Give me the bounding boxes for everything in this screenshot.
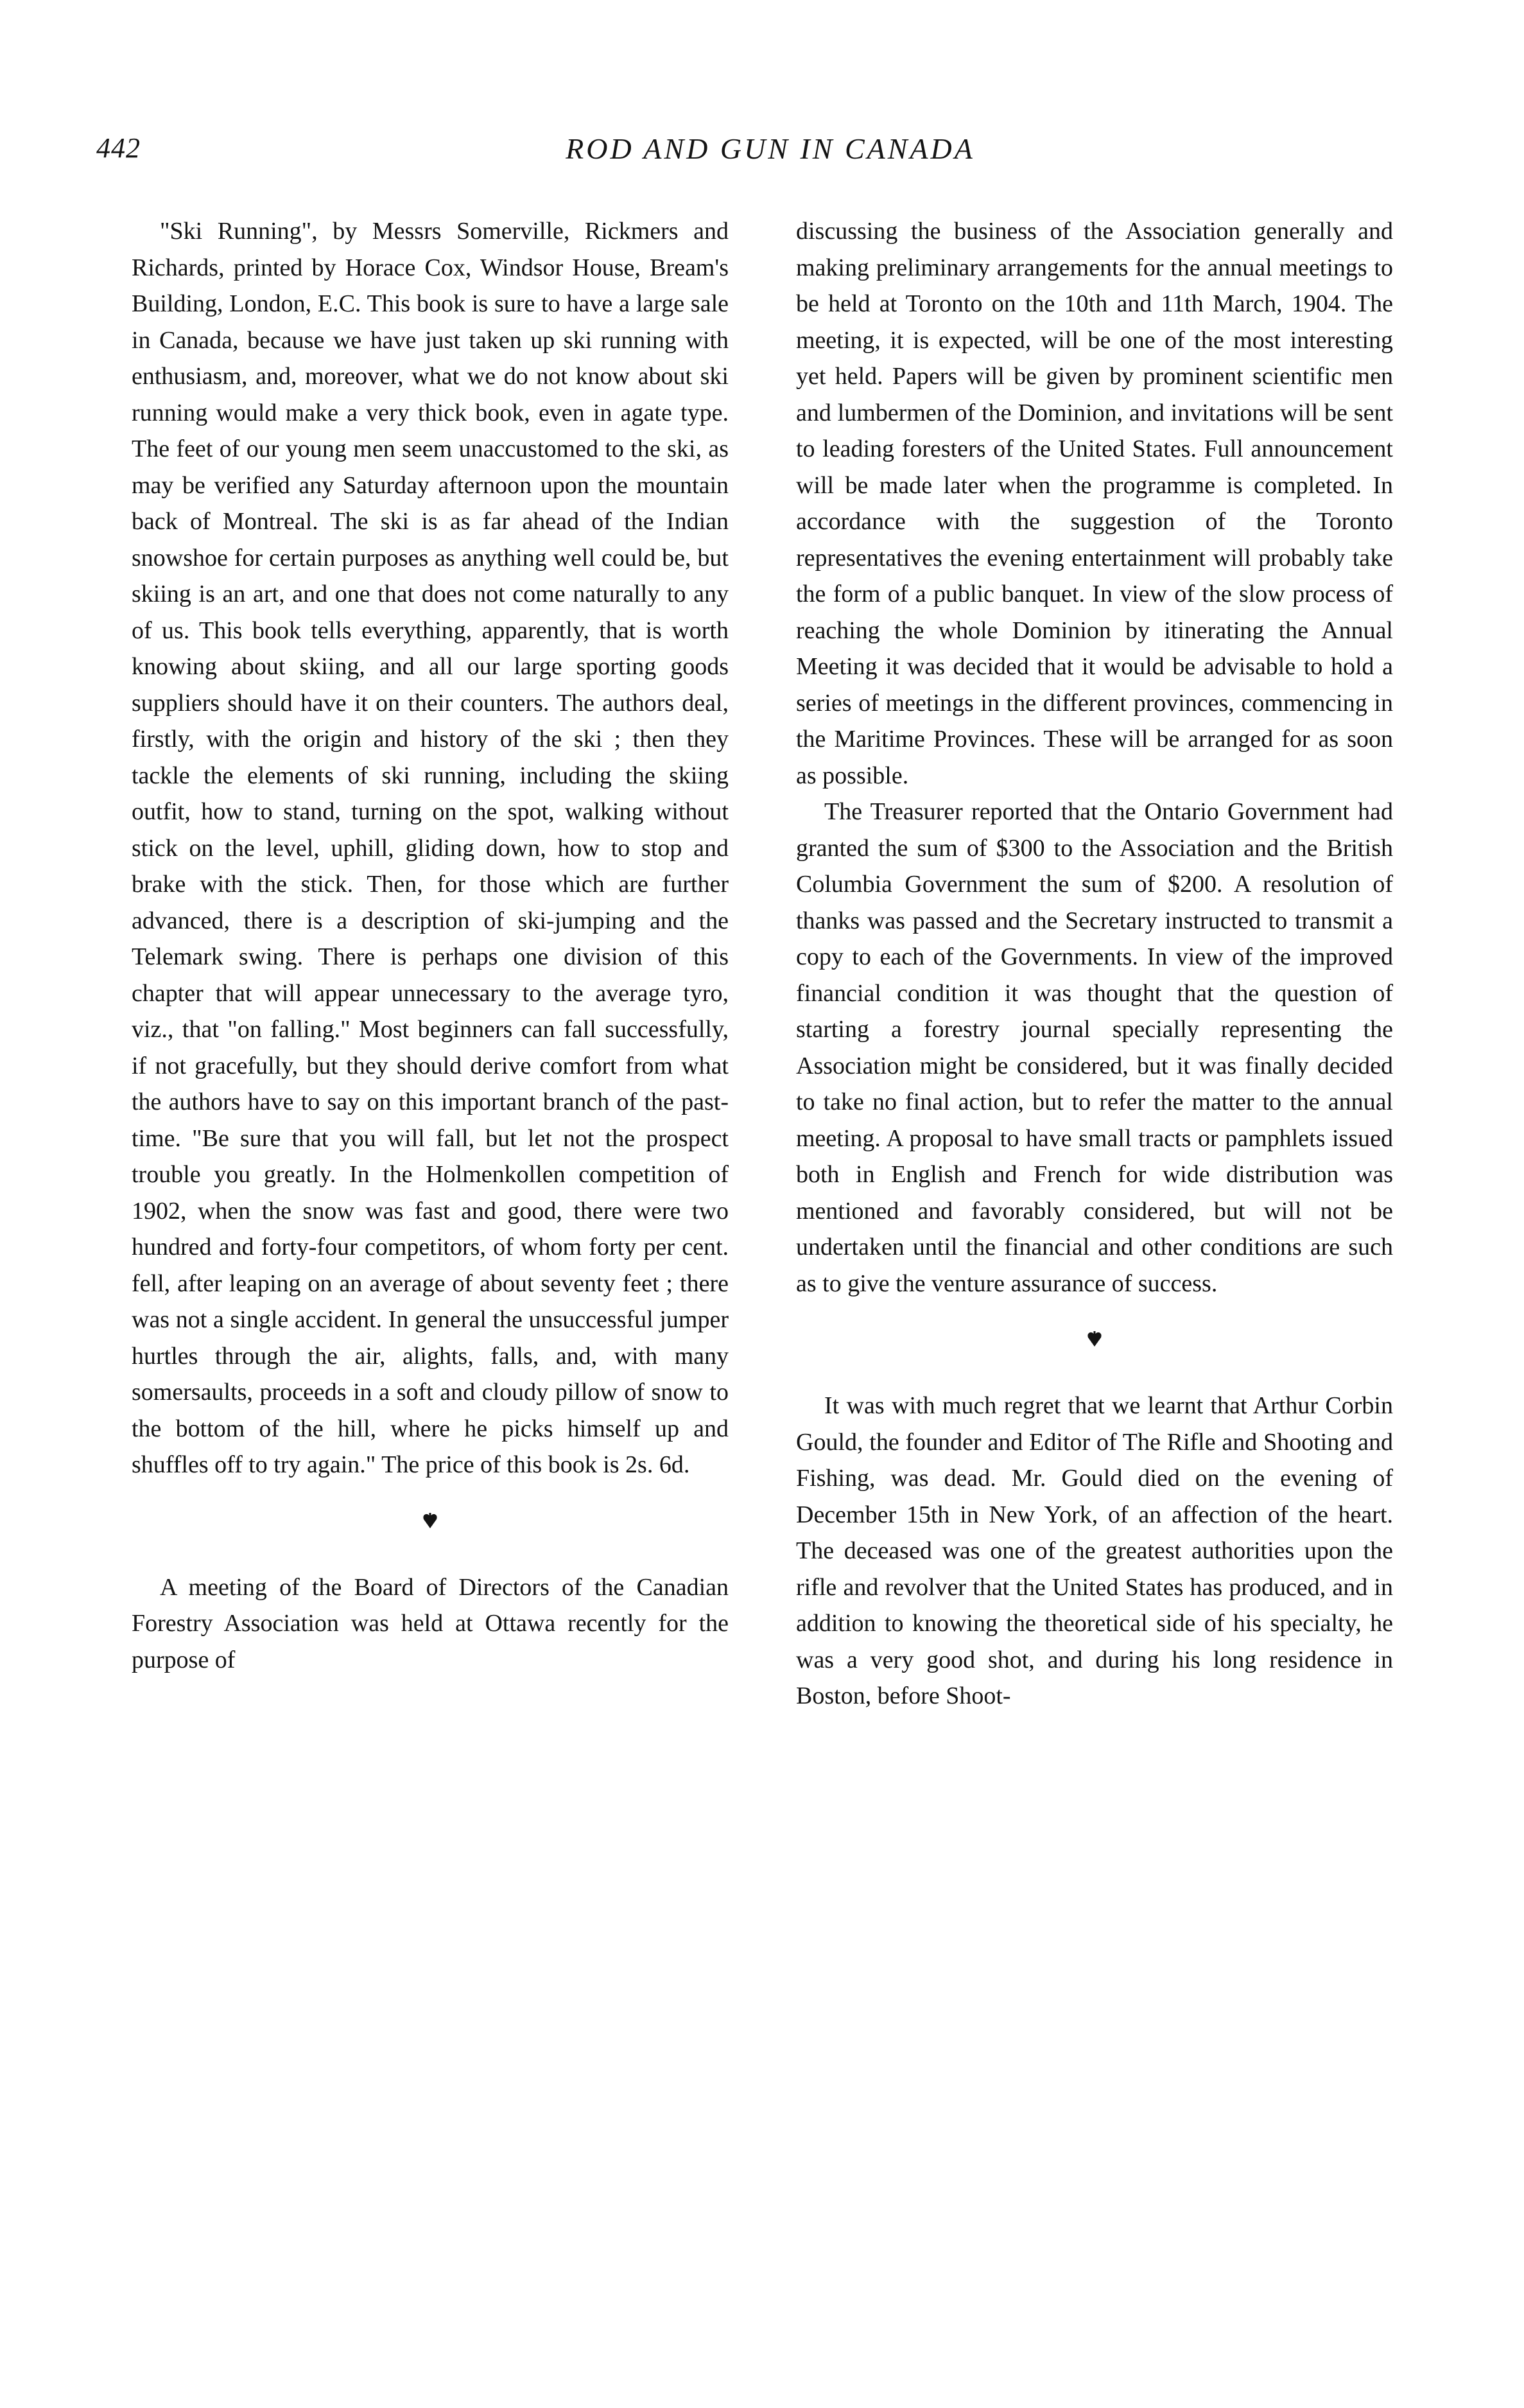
left-column xyxy=(132,213,729,1678)
right-column xyxy=(796,213,1393,1714)
page-number: 442 xyxy=(96,132,141,164)
running-title: ROD AND GUN IN CANADA xyxy=(566,132,975,165)
fleuron-icon xyxy=(1086,1331,1103,1347)
fleuron-icon xyxy=(422,1512,438,1529)
forestry-meeting-continued-paragraph: discussing the business of the Association generally and making preliminary arrangements for the annual meetings to be held at Toronto on the 10th and 11th March, 1904. The meeting, it is expected, will be one of the most interesting yet held. Papers will be given by prominent scientific men and lumbermen of the Dominion, and invitations will be sent to leading foresters of the United States. Full announcement will be made later when the programme is completed. In accordance with the suggestion of the Toronto representatives the evening entertainment will probably take the form of a public banquet. In view of the slow process of reaching the whole Dominion by itinerating the Annual Meeting it was decided that it would be advisable to hold a series of meetings in the different provinces, commencing in the Maritime Provinces. These will be arranged for as soon as possible. xyxy=(796,218,1393,789)
treasurer-report-paragraph: The Treasurer reported that the Ontario Government had granted the sum of $300 to the Association and the British Columbia Government the sum of $200. A resolution of thanks was passed and the Secretary instructed to transmit a copy to each of the Governments. In view of the improved financial condition it was thought that the question of starting a forestry journal specially representing the Association might be considered, but it was finally decided to take no final action, but to refer the matter to the annual meeting. A proposal to have small tracts or pamphlets issued both in English and French for wide distribution was mentioned and favorably considered, but will not be undertaken until the financial and other conditions are such as to give the venture assurance of success. xyxy=(796,798,1393,1297)
forestry-meeting-paragraph: A meeting of the Board of Directors of the Canadian Forestry Association was held at Ottawa recently for the purpose of xyxy=(132,1573,729,1673)
section-ornament xyxy=(132,1503,729,1539)
section-ornament xyxy=(796,1321,1393,1357)
ski-running-review-paragraph: "Ski Running", by Messrs Somerville, Rickmers and Richards, printed by Horace Cox, Windsor House, Bream's Building, London, E.C. This book is sure to have a large sale in Canada, because we have just taken up ski running with enthusiasm, and, moreover, what we do not know about ski running would make a very thick book, even in agate type. The feet of our young men seem unaccustomed to the ski, as may be verified any Saturday afternoon upon the mountain back of Montreal. The ski is as far ahead of the Indian snowshoe for certain purposes as anything well could be, but skiing is an art, and one that does not come naturally to any of us. This book tells everything, apparently, that is worth knowing about skiing, and all our large sporting goods suppliers should have it on their counters. The authors deal, firstly, with the origin and history of the ski ; then they tackle the elements of ski running, including the skiing outfit, how to stand, turning on the spot, walking without stick on the level, uphill, gliding down, how to stop and brake with the stick. Then, for those which are further advanced, there is a description of ski-jumping and the Telemark swing. There is perhaps one division of this chapter that will appear unnecessary to the average tyro, viz., that "on falling." Most beginners can fall successfully, if not gracefully, but they should derive comfort from what the authors have to say on this important branch of the past-time. "Be sure that you will fall, but let not the prospect trouble you greatly. In the Holmenkollen competition of 1902, when the snow was fast and good, there were two hundred and forty-four competitors, of whom forty per cent. fell, after leaping on an average of about seventy feet ; there was not a single accident. In general the unsuccessful jumper hurtles through the air, alights, falls, and, with many somersaults, proceeds in a soft and cloudy pillow of snow to the bottom of the hill, where he picks himself up and shuffles off to try again." The price of this book is 2s. 6d. xyxy=(132,218,729,1478)
gould-obituary-paragraph: It was with much regret that we learnt that Arthur Corbin Gould, the founder and Editor of The Rifle and Shooting and Fishing, was dead. Mr. Gould died on the evening of December 15th in New York, of an affection of the heart. The deceased was one of the greatest authorities upon the rifle and revolver that the United States has produced, and in addition to knowing the theoretical side of his specialty, he was a very good shot, and during his long residence in Boston, before Shoot- xyxy=(796,1392,1393,1709)
page-header xyxy=(96,132,1444,183)
